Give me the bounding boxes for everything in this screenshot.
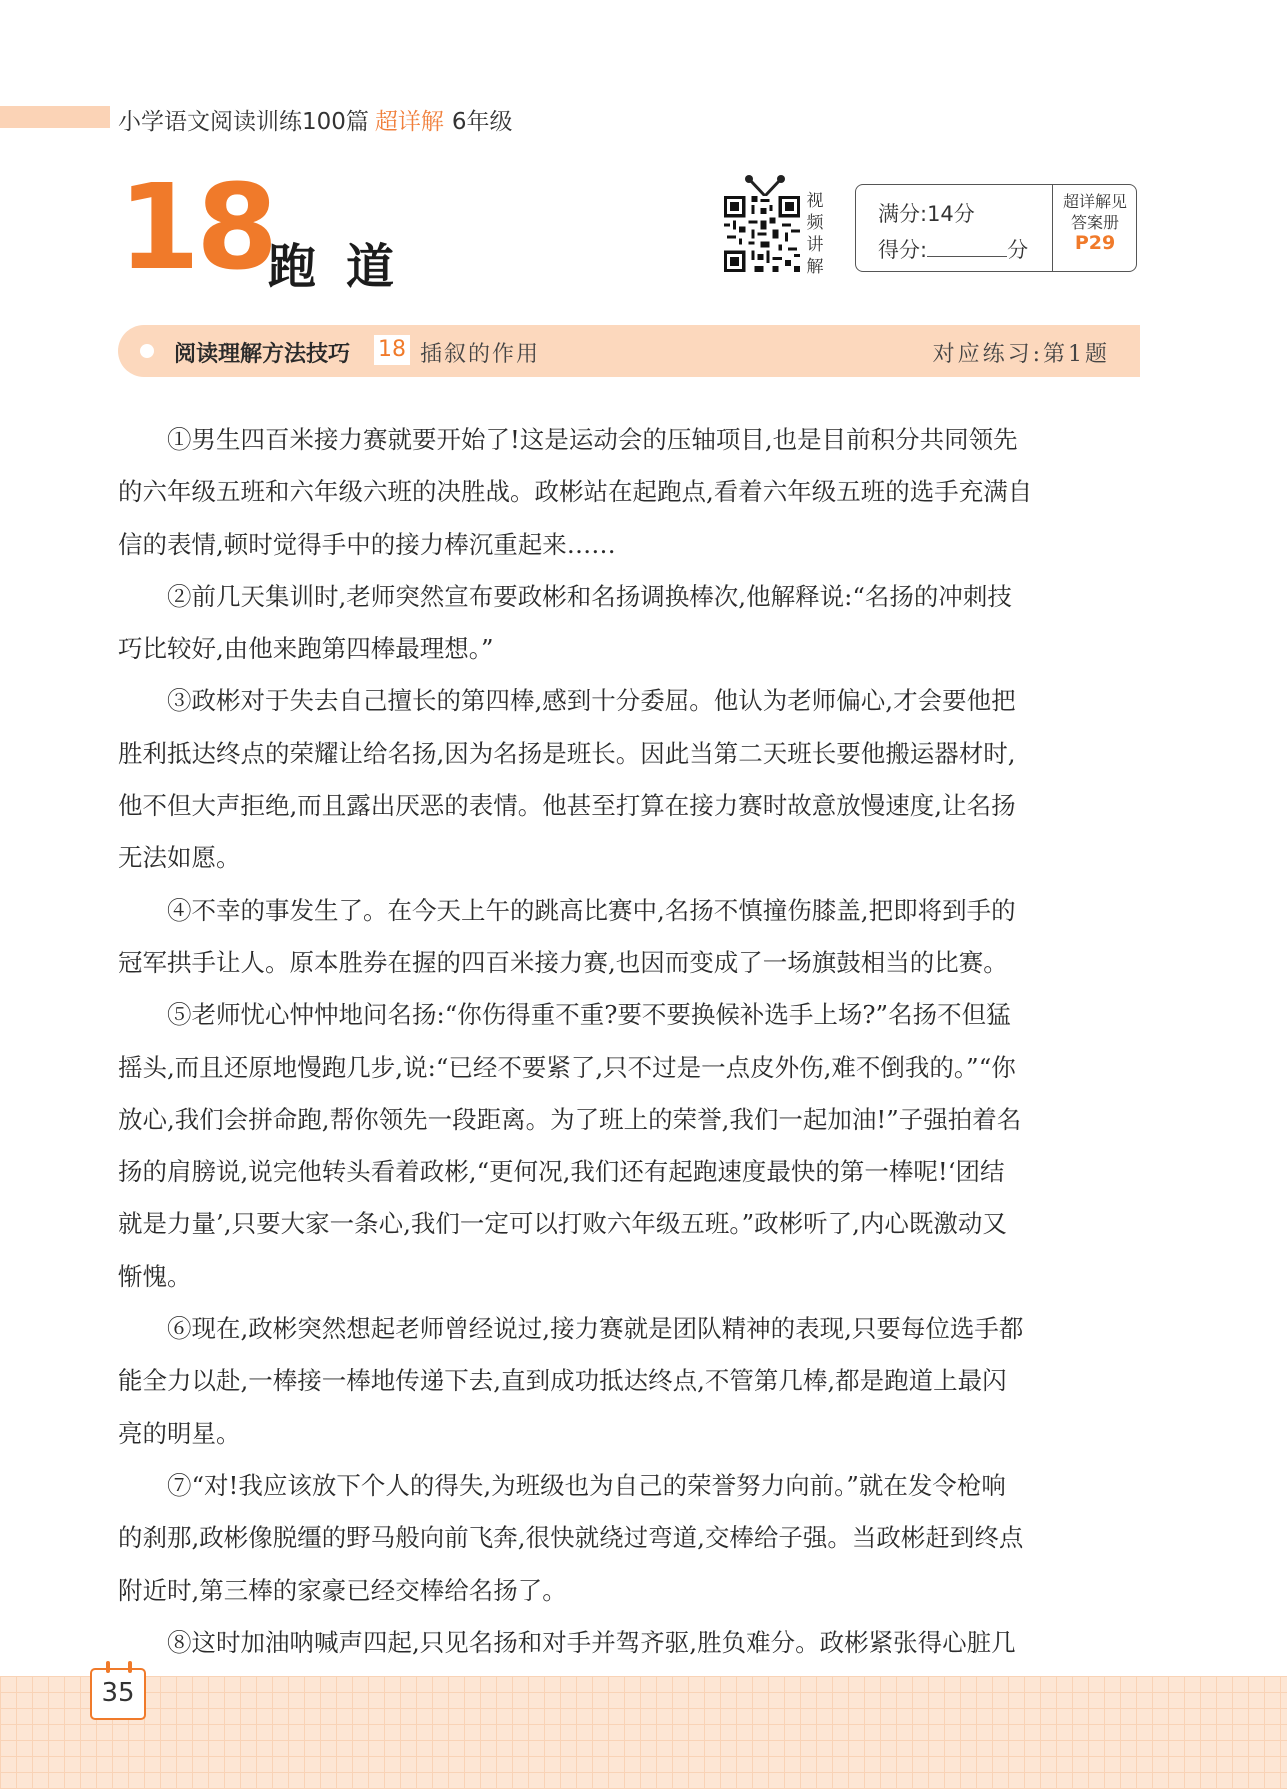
video-label-char: 频: [806, 213, 824, 233]
text-line: 的六年级五班和六年级六班的决胜战。政彬站在起跑点,看着六年级五班的选手充满自: [118, 477, 1033, 507]
practice-reference: 对应练习:第1题: [932, 342, 1110, 367]
header-accent-bar: [0, 106, 110, 128]
text-line: 冠军拱手让人。原本胜券在握的四百米接力赛,也因而变成了一场旗鼓相当的比赛。: [118, 947, 1008, 977]
text-line: 胜利抵达终点的荣耀让给名扬,因为名扬是班长。因此当第二天班长要他搬运器材时,: [118, 738, 1016, 768]
score-divider: [1052, 185, 1053, 271]
paragraph-4: [118, 885, 1142, 990]
text-line: ①男生四百米接力赛就要开始了!这是运动会的压轴项目,也是目前积分共同领先: [167, 425, 1018, 454]
score-box: [855, 184, 1137, 272]
qr-code-icon[interactable]: [724, 196, 800, 272]
video-label-char: 讲: [806, 235, 824, 255]
text-line: 巧比较好,由他来跑第四棒最理想。”: [118, 634, 494, 664]
text-line: ⑦“对!我应该放下个人的得失,为班级也为自己的荣誉努力向前。”就在发令枪响: [167, 1470, 1006, 1500]
answer-ref-line: 超详解见: [1062, 192, 1127, 211]
text-line: ⑤老师忧心忡忡地问名扬:“你伤得重不重?要不要换候补选手上场?”名扬不但猛: [167, 1000, 1011, 1030]
text-line: ⑥现在,政彬突然想起老师曾经说过,接力赛就是团队精神的表现,只要每位选手都: [167, 1314, 1024, 1344]
text-line: ③政彬对于失去自己擅长的第四棒,感到十分委屈。他认为老师偏心,才会要他把: [167, 686, 1016, 716]
grade-label: 6年级: [451, 109, 513, 135]
paragraph-1: [118, 414, 1142, 571]
running-header: [118, 103, 513, 136]
method-title: 阅读理解方法技巧: [174, 342, 351, 367]
book-title: 小学语文阅读训练100篇: [118, 109, 369, 135]
video-label-char: 解: [806, 257, 824, 277]
text-line: 信的表情,顿时觉得手中的接力棒沉重起来……: [118, 529, 616, 559]
full-score: 满分:14分: [878, 202, 975, 226]
paragraph-6: [118, 1303, 1142, 1460]
lesson-title: 跑道: [268, 239, 425, 295]
text-line: 亮的明星。: [118, 1418, 241, 1448]
method-number-badge: 18: [374, 335, 410, 365]
text-line: ②前几天集训时,老师突然宣布要政彬和名扬调换棒次,他解释说:“名扬的冲刺技: [167, 581, 1012, 611]
text-line: 就是力量’,只要大家一条心,我们一定可以打败六年级五班。”政彬听了,内心既激动又: [118, 1209, 1007, 1239]
score-label: 得分:: [878, 238, 928, 262]
answer-page: P29: [1074, 232, 1116, 254]
text-line: 能全力以赴,一棒接一棒地传递下去,直到成功抵达终点,不管第几棒,都是跑道上最闪: [118, 1366, 1007, 1396]
method-name: 插叙的作用: [420, 342, 541, 367]
text-line: ⑧这时加油呐喊声四起,只见名扬和对手并驾齐驱,胜负难分。政彬紧张得心脏几: [167, 1627, 1016, 1657]
text-line: 附近时,第三棒的家豪已经交棒给名扬了。: [118, 1575, 567, 1605]
paragraph-2: [118, 571, 1142, 676]
answer-reference: [1054, 191, 1136, 254]
text-line: ④不幸的事发生了。在今天上午的跳高比赛中,名扬不慎撞伤膝盖,把即将到手的: [167, 895, 1016, 925]
bullet-dot: [140, 344, 154, 358]
paragraph-7: [118, 1460, 1142, 1617]
paragraph-5: [118, 989, 1142, 1303]
lesson-number: 18: [118, 158, 275, 296]
method-banner: [118, 325, 1140, 377]
text-line: 无法如愿。: [118, 843, 241, 873]
calendar-rings-icon: [102, 1661, 136, 1673]
video-explain-label: [804, 190, 826, 278]
tv-antenna-icon: [740, 174, 790, 198]
paragraph-3: [118, 675, 1142, 884]
page-number: 35: [101, 1678, 135, 1708]
edition-label: 超详解: [374, 109, 444, 135]
answer-ref-line: 答案册: [1070, 213, 1119, 232]
text-line: 的刹那,政彬像脱缰的野马般向前飞奔,很快就绕过弯道,交棒给子强。当政彬赶到终点: [118, 1523, 1024, 1553]
text-line: 放心,我们会拼命跑,帮你领先一段距离。为了班上的荣誉,我们一起加油!”子强拍着名: [118, 1104, 1022, 1134]
passage: [118, 414, 1142, 1669]
text-line: 他不但大声拒绝,而且露出厌恶的表情。他甚至打算在接力赛时故意放慢速度,让名扬: [118, 791, 1016, 821]
text-line: 惭愧。: [118, 1261, 192, 1291]
footer-grid-band: [0, 1676, 1287, 1789]
video-label-char: 视: [806, 191, 824, 211]
score-unit: 分: [1007, 238, 1029, 262]
text-line: 扬的肩膀说,说完他转头看着政彬,“更何况,我们还有起跑速度最快的第一棒呢!‘团结: [118, 1157, 1005, 1187]
page-number-badge: [90, 1668, 146, 1720]
score-entry[interactable]: [878, 234, 1028, 264]
paragraph-8: [118, 1617, 1142, 1669]
score-blank[interactable]: [927, 238, 1007, 257]
text-line: 摇头,而且还原地慢跑几步,说:“已经不要紧了,只不过是一点皮外伤,难不倒我的。”“你: [118, 1052, 1016, 1082]
